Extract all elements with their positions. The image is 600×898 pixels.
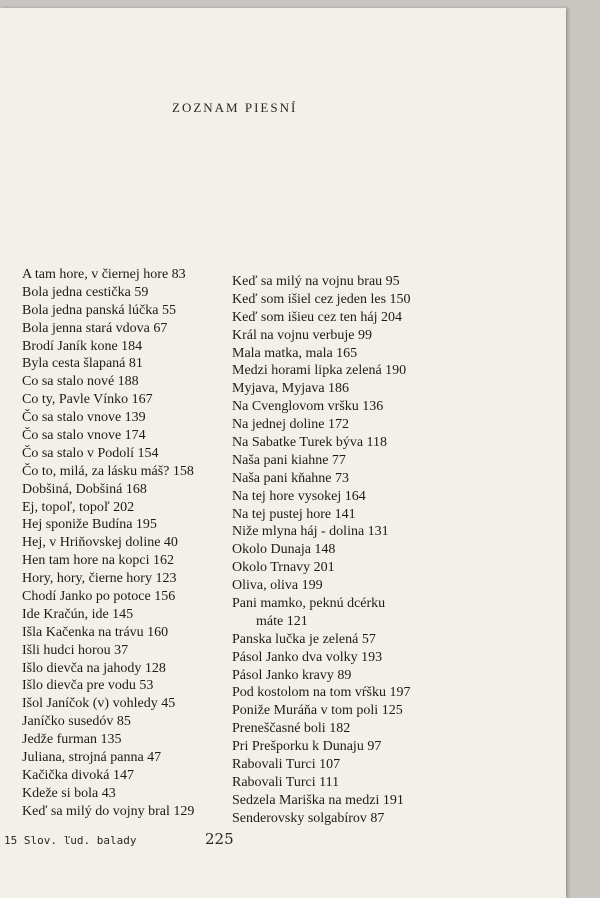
song-entry: Oliva, oliva 199: [232, 578, 323, 594]
song-entry: Na Cvenglovom vršku 136: [232, 399, 384, 415]
song-entry: Čo sa stalo v Podolí 154: [22, 445, 159, 461]
song-entry: Myjava, Myjava 186: [232, 381, 350, 397]
song-entry: A tam hore, v čiernej hore 83: [22, 267, 186, 282]
song-entry: Keď sa milý do vojny bral 129: [22, 803, 195, 819]
song-entry: Keď sa milý na vojnu brau 95: [232, 274, 400, 289]
song-entry: Král na vojnu verbuje 99: [232, 327, 372, 343]
song-entry: Na tej hore vysokej 164: [232, 488, 366, 504]
song-entry: Hory, hory, čierne hory 123: [22, 571, 177, 587]
song-entry: Rabovali Turci 107: [232, 757, 341, 773]
song-entry: Hen tam hore na kopci 162: [22, 553, 175, 569]
song-entry: Na Sabatke Turek býva 118: [232, 435, 388, 451]
song-entry: Okolo Dunaja 148: [232, 542, 336, 558]
song-entry: Niže mlyna háj - dolina 131: [232, 524, 389, 540]
song-entry: Pásol Janko dva volky 193: [232, 649, 383, 665]
page-number: 225: [205, 830, 234, 848]
song-entry: Čo to, milá, za lásku máš? 158: [22, 463, 194, 479]
song-entry: Ej, topoľ, topoľ 202: [22, 499, 135, 515]
song-entry: Chodí Janko po potoce 156: [22, 589, 176, 605]
song-entry: Juliana, strojná panna 47: [22, 750, 162, 766]
song-entry: Keď som išiel cez jeden les 150: [232, 291, 411, 307]
song-entry: Co ty, Pavle Vínko 167: [22, 392, 153, 408]
song-entry: Jedže furman 135: [22, 732, 122, 748]
song-entry: Išlo dievča pre vodu 53: [22, 678, 154, 694]
song-entry: Sedzela Mariška na medzi 191: [232, 792, 404, 808]
song-entry: Medzi horami lipka zelená 190: [232, 363, 407, 379]
song-entry: Išol Janíčok (v) vohledy 45: [22, 696, 176, 712]
song-entry: Keď som išieu cez ten háj 204: [232, 309, 403, 325]
song-entry: Okolo Trnavy 201: [232, 560, 335, 576]
song-entry: Hej, v Hriňovskej doline 40: [22, 535, 178, 551]
song-list-right: [232, 273, 411, 828]
song-entry: Pani mamko, peknú dcérku: [232, 596, 386, 612]
song-entry: Panska lučka je zelená 57: [232, 631, 376, 647]
song-entry: Mala matka, mala 165: [232, 345, 358, 361]
song-entry: Janíčko susedóv 85: [22, 714, 131, 730]
song-entry: Išli hudci horou 37: [22, 642, 129, 658]
song-entry: Išla Kačenka na trávu 160: [22, 624, 169, 640]
song-list-left: [22, 266, 194, 821]
printer-signature: 15 Slov. ľud. balady: [4, 834, 137, 847]
song-entry: Bola jenna stará vdova 67: [22, 320, 168, 336]
song-entry: Pri Prešporku k Dunaju 97: [232, 739, 382, 755]
song-entry: Naša pani kiahne 77: [232, 452, 346, 468]
song-entry: Hej sponiže Budína 195: [22, 517, 157, 533]
song-entry: Naša pani kňahne 73: [232, 470, 350, 486]
book-page: [0, 8, 566, 898]
song-entry: Pásol Janko kravy 89: [232, 667, 352, 683]
song-entry: Pod kostolom na tom vŕšku 197: [232, 685, 411, 701]
song-entry: Byla cesta šlapaná 81: [22, 356, 143, 372]
song-entry: Senderovsky solgabírov 87: [232, 810, 385, 826]
song-entry: Bola jedna cestička 59: [22, 284, 149, 300]
song-entry: Co sa stalo nové 188: [22, 374, 139, 390]
song-entry: Išlo dievča na jahody 128: [22, 660, 166, 676]
song-entry: Na jednej doline 172: [232, 417, 350, 433]
song-entry: Preneščasné boli 182: [232, 721, 351, 737]
song-entry: Čo sa stalo vnove 174: [22, 428, 146, 444]
song-entry: Čo sa stalo vnove 139: [22, 410, 146, 426]
song-entry: máte 121: [256, 613, 308, 629]
song-entry: Dobšiná, Dobšiná 168: [22, 481, 147, 497]
song-entry: Bola jedna panská lúčka 55: [22, 302, 176, 318]
song-entry: Na tej pustej hore 141: [232, 506, 356, 522]
song-entry: Poniže Muráňa v tom poli 125: [232, 703, 403, 719]
song-entry: Brodí Janík kone 184: [22, 338, 143, 354]
song-entry: Kačička divoká 147: [22, 767, 134, 783]
page-title: ZOZNAM PIESNÍ: [172, 100, 298, 115]
song-entry: Rabovali Turci 111: [232, 774, 340, 790]
song-entry: Ide Kračún, ide 145: [22, 606, 134, 622]
song-entry: Kdeže si bola 43: [22, 785, 116, 801]
